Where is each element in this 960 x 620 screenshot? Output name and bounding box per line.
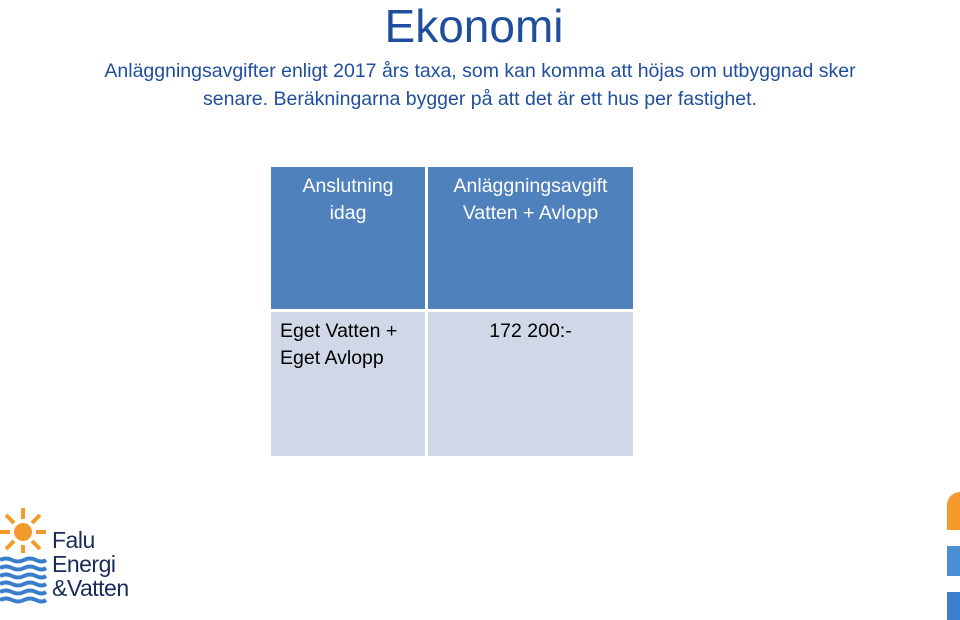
connection-line-1: Eget Vatten + xyxy=(280,320,398,342)
decor-bar-orange xyxy=(947,492,960,530)
header-connection xyxy=(271,167,425,309)
table-row-connection xyxy=(271,312,425,456)
fee-table xyxy=(271,167,633,456)
sun-icon xyxy=(0,508,46,553)
logo-wordmark xyxy=(52,528,129,600)
header-fee xyxy=(428,167,633,309)
logo-line-2: Energi xyxy=(52,551,116,577)
water-waves-icon xyxy=(0,559,46,602)
header-connection-line-1: Anslutning xyxy=(302,175,394,197)
page-title: Ekonomi xyxy=(384,0,564,52)
decor-bar-blue-2 xyxy=(947,592,960,620)
logo-line-1: Falu xyxy=(52,527,95,553)
table-row-fee xyxy=(428,312,633,456)
page-subtitle xyxy=(70,57,890,113)
header-fee-line-2: Vatten + Avlopp xyxy=(462,202,599,224)
connection-line-2: Eget Avlopp xyxy=(280,347,384,369)
fee-value: 172 200:- xyxy=(489,320,572,342)
header-connection-line-2: idag xyxy=(329,202,367,224)
decor-bar-blue-1 xyxy=(947,546,960,576)
subtitle-line-2: senare. Beräkningarna bygger på att det är ett hus per fastighet. xyxy=(203,88,757,110)
subtitle-line-1: Anläggningsavgifter enligt 2017 års taxa, som kan komma att höjas om utbyggnad sker xyxy=(104,60,856,82)
logo-line-3: &Vatten xyxy=(52,575,129,601)
header-fee-line-1: Anläggningsavgift xyxy=(453,175,608,197)
